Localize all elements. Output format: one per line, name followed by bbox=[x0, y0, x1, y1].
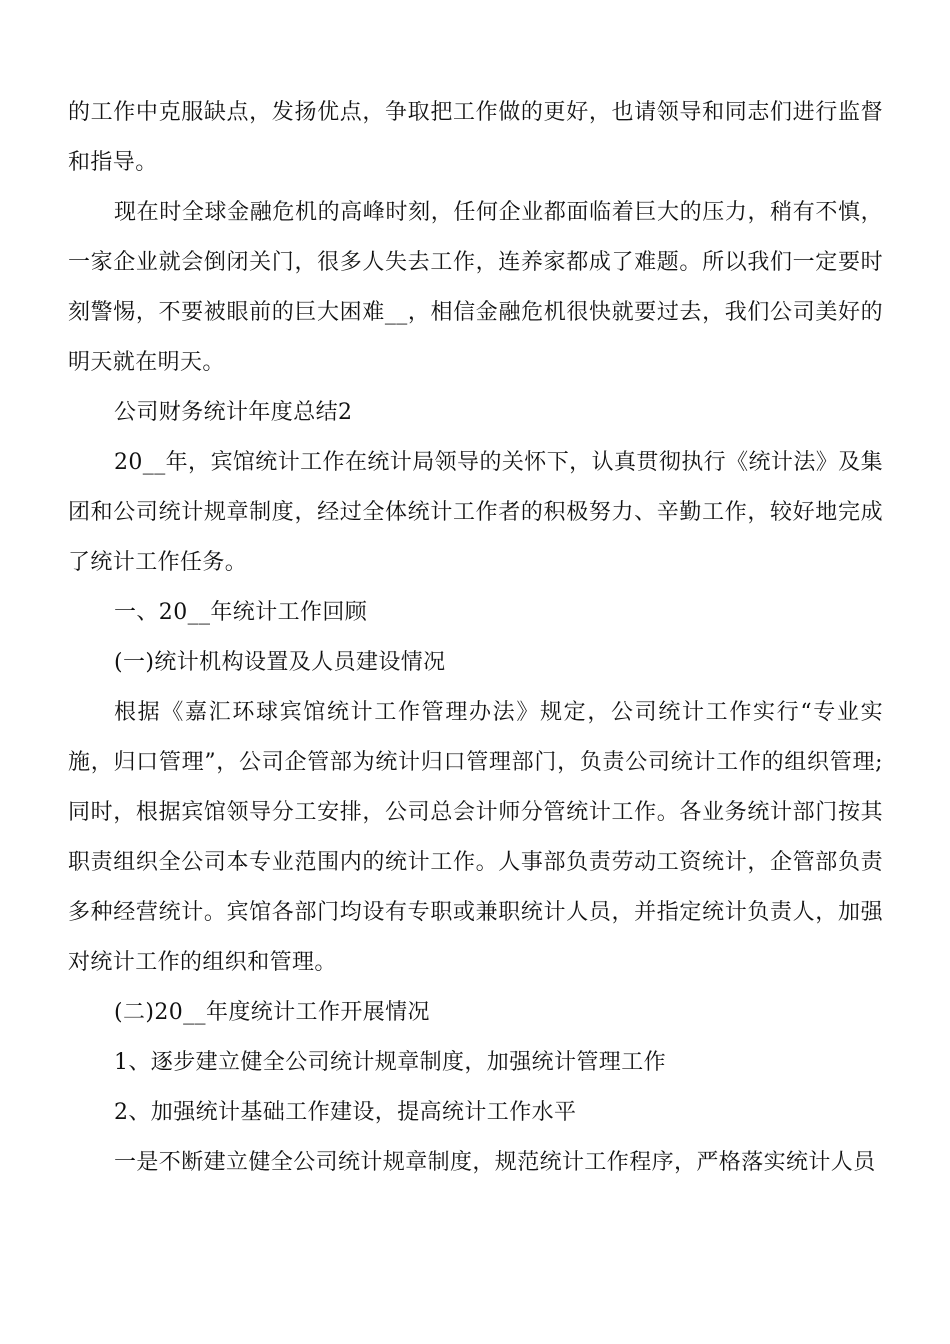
paragraph-continuation: 的工作中克服缺点，发扬优点，争取把工作做的更好，也请领导和同志们进行监督和指导。 bbox=[68, 100, 883, 175]
list-item-2: 2、加强统计基础工作建设，提高统计工作水平 bbox=[114, 1100, 577, 1125]
paragraph-organization: 根据《嘉汇环球宾馆统计工作管理办法》规定，公司统计工作实行“专业实施，归口管理”，公司企管部为统计归口管理部门，负责公司统计工作的组织管理;同时，根据宾馆领导分工安排，公司总会计师分管统计工作。各业务统计部门按其职责组织全公司本专业范围内的统计工作。人事部负责劳动工资统计，企管部负责多种经营统计。宾馆各部门均设有专职或兼职统计人员，并指定统计负责人，加强对统计工作的组织和管理。 bbox=[68, 700, 883, 975]
paragraph-financial-crisis: 现在时全球金融危机的高峰时刻，任何企业都面临着巨大的压力，稍有不慎，一家企业就会倒闭关门，很多人失去工作，连养家都成了难题。所以我们一定要时刻警惕，不要被眼前的巨大困难__，相信金融危机很快就要过去，我们公司美好的明天就在明天。 bbox=[68, 200, 883, 375]
list-item-1: 1、逐步建立健全公司统计规章制度，加强统计管理工作 bbox=[114, 1050, 666, 1075]
paragraph-intro: 20__年，宾馆统计工作在统计局领导的关怀下，认真贯彻执行《统计法》及集团和公司统计规章制度，经过全体统计工作者的积极努力、辛勤工作，较好地完成了统计工作任务。 bbox=[68, 450, 883, 575]
paragraph-first-point: 一是不断建立健全公司统计规章制度，规范统计工作程序，严格落实统计人员 bbox=[114, 1150, 876, 1175]
document-body bbox=[68, 88, 883, 1188]
subheading-organization: (一)统计机构设置及人员建设情况 bbox=[114, 650, 446, 675]
subheading-work-status: (二)20__年度统计工作开展情况 bbox=[114, 1000, 430, 1025]
heading-review: 一、20__年统计工作回顾 bbox=[114, 600, 368, 625]
section-title: 公司财务统计年度总结2 bbox=[114, 400, 353, 425]
